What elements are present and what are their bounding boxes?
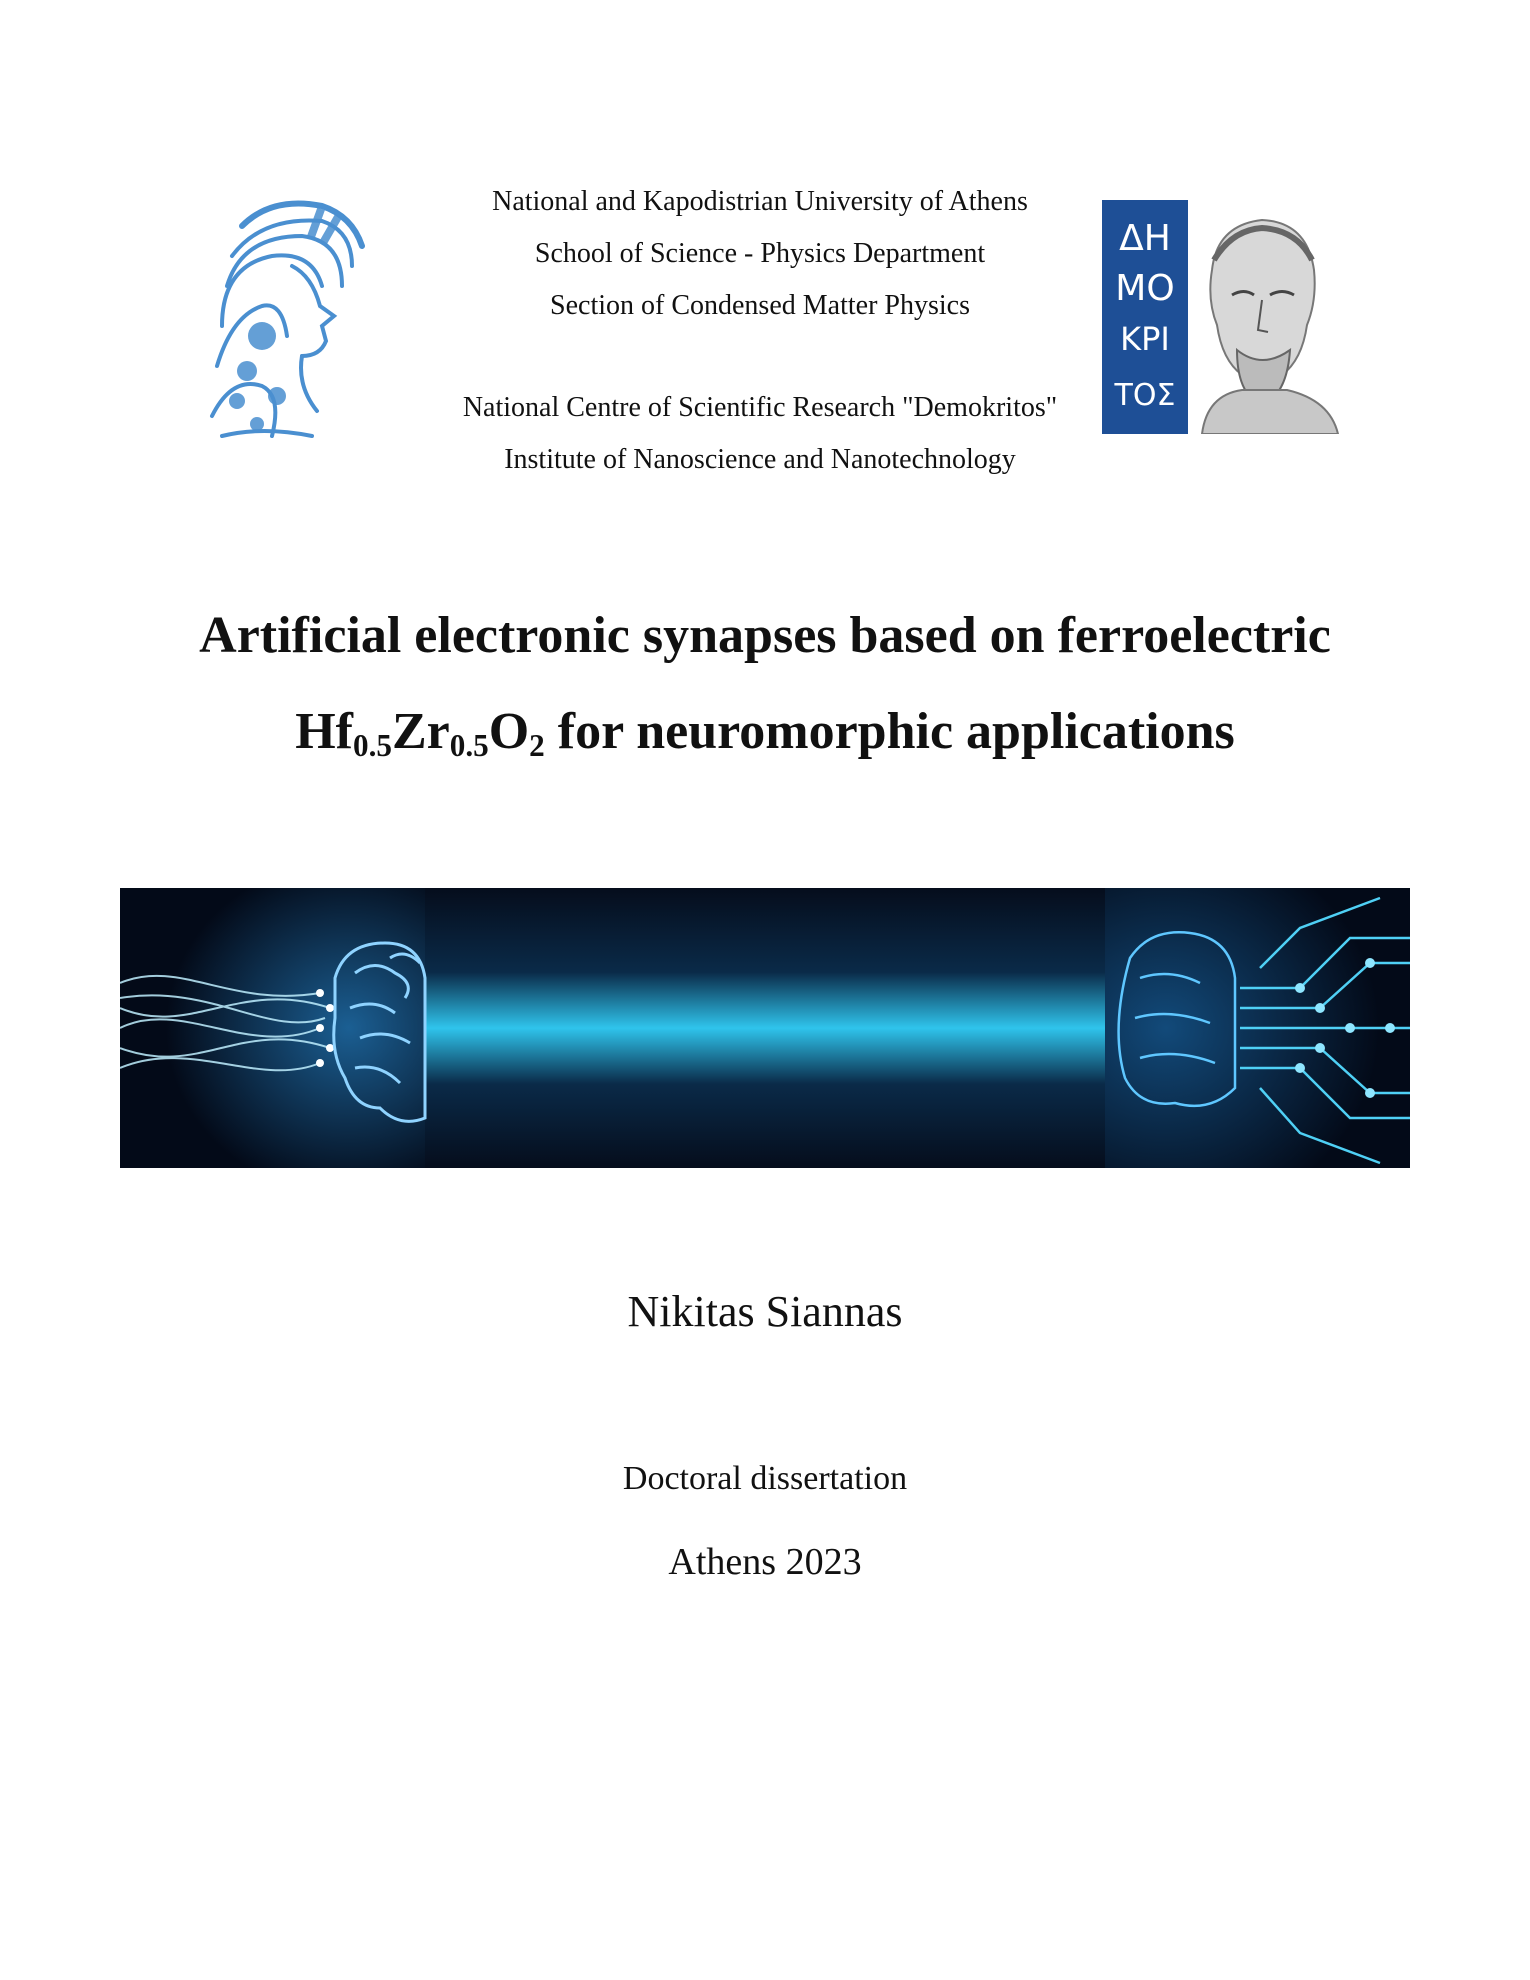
title-hf: Hf (295, 703, 353, 760)
title-o: O (488, 703, 530, 760)
title-rest: for neuromorphic applications (544, 703, 1235, 760)
author-name: Nikitas Siannas (627, 1287, 903, 1336)
title-sub-1: 0.5 (352, 727, 392, 763)
logo-text-3: ΚΡΙ (1120, 320, 1170, 358)
title-line-2 (60, 684, 1470, 780)
logo-text-4: ΤΟΣ (1114, 378, 1176, 413)
title-sub-3: 2 (529, 727, 545, 763)
research-centre-name: National Centre of Scientific Research "Demokritos" (462, 392, 1058, 423)
institute-name: Institute of Nanoscience and Nanotechnology (504, 444, 1016, 475)
institution-header (380, 176, 1140, 486)
title-zr: Zr (391, 703, 450, 760)
demokritos-logo-icon (1102, 200, 1342, 434)
title-line-1: Artificial electronic synapses based on ferroelectric (199, 607, 1331, 664)
title-sub-2: 0.5 (449, 727, 489, 763)
university-name: National and Kapodistrian University of Athens (492, 186, 1028, 217)
logo-text-1: ΔΗ (1119, 218, 1171, 259)
logo-text-2: ΜΟ (1115, 268, 1175, 309)
athena-head-icon (202, 196, 372, 446)
degree-type: Doctoral dissertation (622, 1460, 908, 1497)
school-name: School of Science - Physics Department (534, 238, 986, 269)
philosopher-bust-icon (1202, 220, 1338, 434)
dissertation-title (60, 588, 1470, 780)
brain-circuit-banner-icon (120, 888, 1410, 1168)
section-name: Section of Condensed Matter Physics (550, 290, 970, 321)
place-and-year: Athens 2023 (668, 1541, 862, 1583)
